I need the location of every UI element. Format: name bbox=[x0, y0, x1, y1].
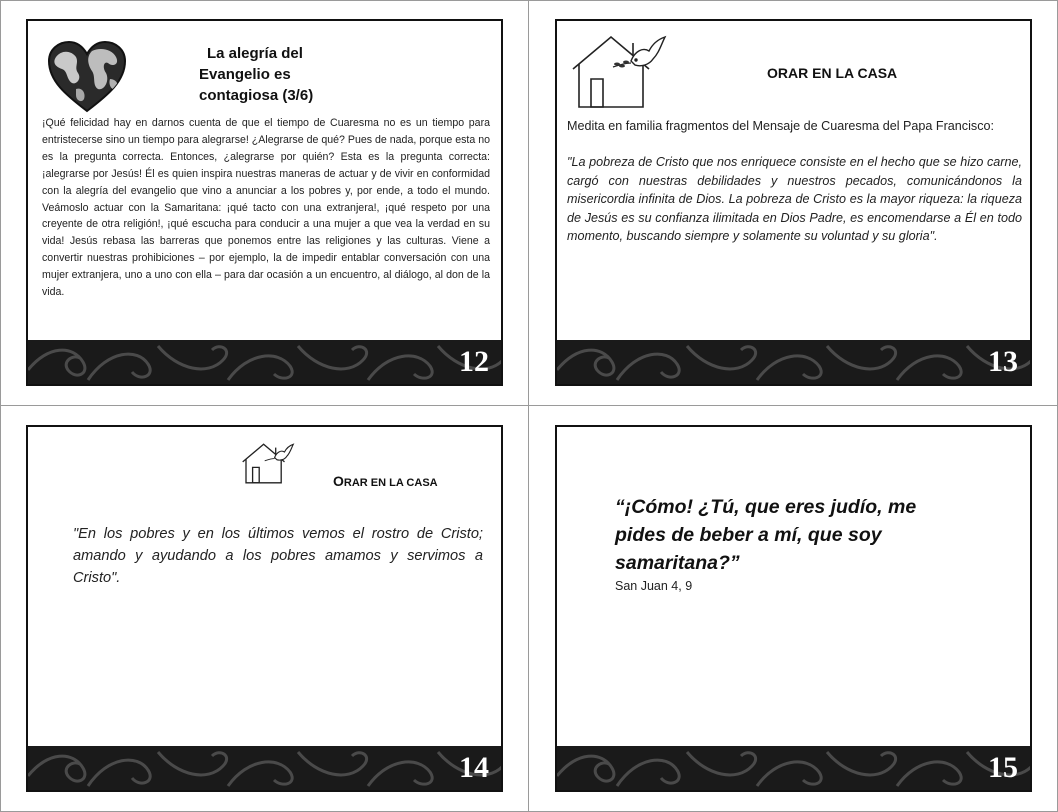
slide-13-title: ORAR EN LA CASA bbox=[767, 65, 898, 81]
slide-12 bbox=[26, 19, 503, 386]
slide-number: 13 bbox=[988, 345, 1018, 378]
slide-13-quote: "La pobreza de Cristo que nos enriquece consiste en el hecho que se hizo carne, cargó con nuestras debilidades y nuestros pecados, comunicándonos la misericordia infinita de Dios. La pobreza de Cristo es la mayor riqueza: la riqueza de Jesús es su confianza ilimitada en Dios Padre, es encomendarse a Él en todo momento, buscando siempre y solamente su voluntad y su gloria". bbox=[567, 155, 1022, 244]
ornament-pattern bbox=[28, 340, 501, 384]
slide-15-ornament-band bbox=[557, 746, 1030, 790]
title-line-2: Evangelio es bbox=[199, 66, 291, 83]
slide-15-reference: San Juan 4, 9 bbox=[615, 579, 693, 593]
vertical-divider bbox=[528, 0, 529, 812]
slide-13 bbox=[555, 19, 1032, 386]
slide-13-ornament-band bbox=[557, 340, 1030, 384]
slide-number: 15 bbox=[988, 751, 1018, 784]
slide-13-body bbox=[567, 117, 1022, 245]
slide-12-ornament-band bbox=[28, 340, 501, 384]
slide-15 bbox=[555, 425, 1032, 792]
slide-15-quote: “¡Cómo! ¿Tú, que eres judío, me pides de beber a mí, que soy samaritana?” bbox=[615, 496, 917, 574]
slide-13-intro: Medita en familia fragmentos del Mensaje de Cuaresma del Papa Francisco: bbox=[567, 119, 995, 133]
ornament-pattern bbox=[28, 746, 501, 790]
slide-14-quote: "En los pobres y en los últimos vemos el rostro de Cristo; amando y ayudando a los pobres amamos y servimos a Cristo". bbox=[73, 526, 483, 586]
heart-globe-icon bbox=[46, 39, 128, 120]
ornament-pattern bbox=[557, 746, 1030, 790]
house-dove-icon bbox=[240, 441, 296, 490]
slide-14-ornament-band bbox=[28, 746, 501, 790]
slide-14-title bbox=[333, 473, 438, 489]
horizontal-divider bbox=[0, 405, 1058, 406]
title-line-1: La alegría del bbox=[207, 45, 303, 62]
ornament-pattern bbox=[557, 340, 1030, 384]
title-capital: O bbox=[333, 473, 344, 489]
slide-number: 14 bbox=[459, 751, 489, 784]
slide-number: 12 bbox=[459, 345, 489, 378]
house-dove-icon bbox=[569, 31, 669, 116]
title-rest: RAR EN LA CASA bbox=[343, 477, 438, 489]
slide-14 bbox=[26, 425, 503, 792]
slide-12-title bbox=[199, 43, 313, 106]
slide-12-body: ¡Qué felicidad hay en darnos cuenta de que el tiempo de Cuaresma no es un tiempo para entristecerse sino un tiempo para alegrarse! ¿Alegrarse de qué? Pues de nada, porque esta no es la pregunta correcta. Entonces, ¿alegrarse por quién? Esta es la pregunta correcta: ¡alegrarse por Jesús! Él es quien inspira nuestras maneras de actuar y de vivir en conformidad con la alegría del evangelio que vino a anunciar a los pobres y, por ende, a todo el mundo. Veámoslo actuar con la Samaritana: ¡qué tacto con una extranjera!, ¡qué respeto por una creyente de otra religión!, ¡qué escucha para conducir a una mujer a que vea la verdad en su vida! Jesús rebasa las barreras que ponemos entre las religiones y las culturas. Viene a convertir nuestras prohibiciones – por ejemplo, la de impedir entablar conversación con una mujer extranjera, uno a uno con ella – para dar ocasión a un encuentro, al diálogo, al don de la vida. bbox=[42, 117, 490, 299]
title-line-3: contagiosa (3/6) bbox=[199, 87, 314, 104]
